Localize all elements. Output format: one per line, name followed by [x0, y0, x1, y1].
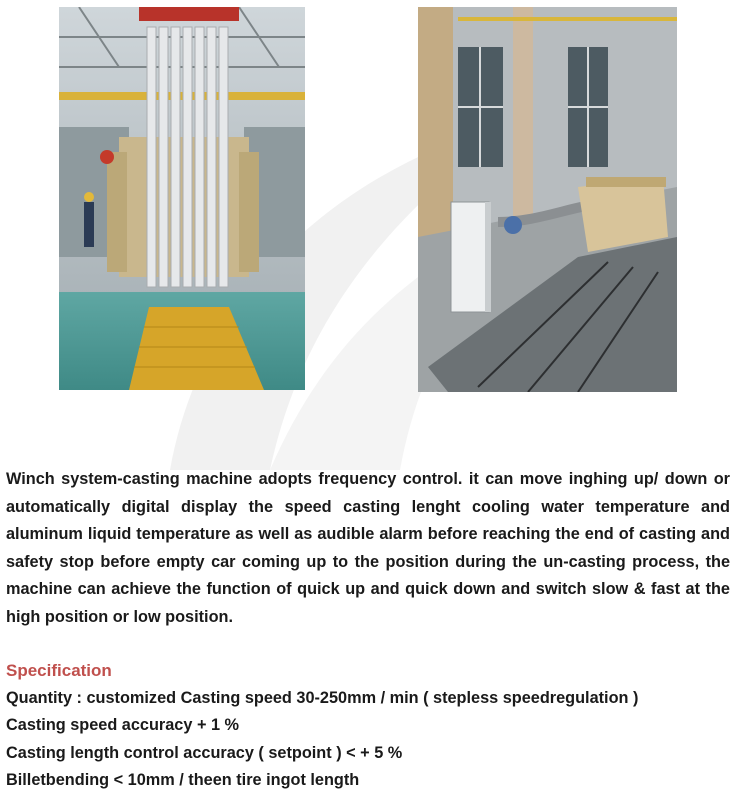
description-paragraph: Winch system-casting machine adopts frequency control. it can move inghing up/ down or automatically digital display the speed casting lenght cooling water temperature and aluminum liquid temperature as well as audible alarm before reaching the end of casting and safety stop before empty car coming up to the position during the un-casting process, the machine can achieve the function of quick up and quick down and switch slow & fast at the high position or low position.	[6, 470, 730, 626]
specification-heading: Specification	[6, 661, 112, 680]
spec-item: Casting length control accuracy ( setpoint ) < + 5 %	[6, 743, 403, 762]
spec-item: Casting speed accuracy + 1 %	[6, 716, 240, 735]
casting-machine-photo	[59, 7, 305, 390]
control-cabinet-photo	[418, 7, 677, 392]
spec-item: Quantity : customized Casting speed 30-250mm / min ( stepless speedregulation )	[6, 689, 639, 707]
spec-item: Billetbending < 10mm / theen tire ingot length	[6, 770, 360, 789]
specification-list	[6, 685, 638, 794]
